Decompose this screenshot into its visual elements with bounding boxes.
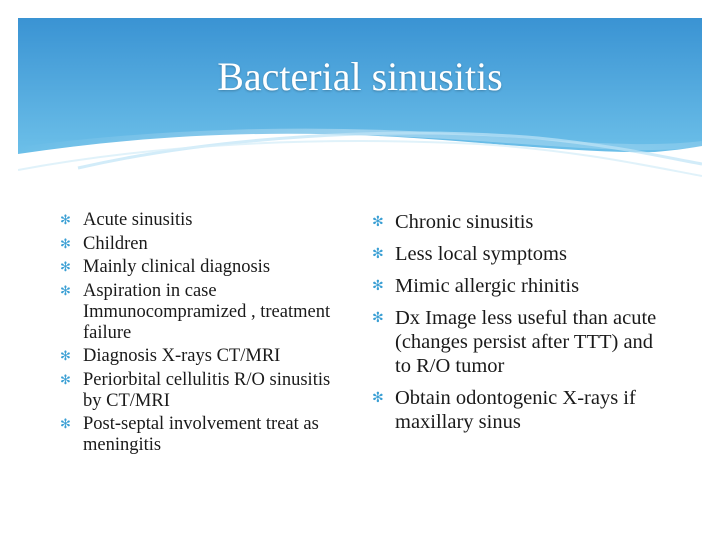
bullet-item <box>372 242 672 266</box>
bullet-text: Aspiration in case Immunocompramized , treatment failure <box>83 280 331 343</box>
bullet-item <box>60 281 350 344</box>
asterisk-bullet-icon: ✻ <box>372 310 384 326</box>
asterisk-bullet-icon: ✻ <box>60 417 71 432</box>
bullet-text: Mainly clinical diagnosis <box>83 257 271 277</box>
bullet-text: Children <box>83 233 148 254</box>
bullet-text: Dx Image less useful than acute (changes persist after TTT) and to R/O tumor <box>395 307 657 377</box>
bullet-text: Acute sinusitis <box>83 210 193 230</box>
bullet-item <box>60 210 350 231</box>
left-column <box>60 210 350 459</box>
right-column <box>372 210 672 442</box>
bullet-item <box>60 370 350 412</box>
right-bullet-list <box>372 210 672 434</box>
asterisk-bullet-icon: ✻ <box>60 283 71 299</box>
slide-title: Bacterial sinusitis <box>217 54 503 99</box>
asterisk-bullet-icon: ✻ <box>372 214 384 230</box>
asterisk-bullet-icon: ✻ <box>60 260 71 275</box>
bullet-item <box>372 274 672 298</box>
bullet-item <box>372 386 672 434</box>
bullet-item <box>60 414 350 456</box>
bullet-item <box>60 346 350 367</box>
bullet-text: Chronic sinusitis <box>395 211 534 233</box>
bullet-item <box>372 210 672 234</box>
bullet-text: Less local symptoms <box>395 243 567 265</box>
bullet-text: Periorbital cellulitis R/O sinusitis by CT/MRI <box>83 369 331 411</box>
title-banner <box>18 18 702 188</box>
bullet-text: Obtain odontogenic X-rays if maxillary sinus <box>395 387 636 433</box>
bullet-text: Post-septal involvement treat as meningitis <box>83 414 319 455</box>
asterisk-bullet-icon: ✻ <box>60 349 71 364</box>
asterisk-bullet-icon: ✻ <box>60 236 71 252</box>
bullet-text: Diagnosis X-rays CT/MRI <box>83 346 281 366</box>
bullet-text: Mimic allergic rhinitis <box>395 275 580 297</box>
asterisk-bullet-icon: ✻ <box>60 213 71 228</box>
asterisk-bullet-icon: ✻ <box>372 390 384 406</box>
bullet-item <box>372 306 672 378</box>
asterisk-bullet-icon: ✻ <box>60 372 71 388</box>
asterisk-bullet-icon: ✻ <box>372 278 384 294</box>
banner-wave-graphic <box>18 18 702 188</box>
bullet-item <box>60 257 350 278</box>
bullet-item <box>60 234 350 255</box>
asterisk-bullet-icon: ✻ <box>372 246 384 262</box>
left-bullet-list <box>60 210 350 456</box>
